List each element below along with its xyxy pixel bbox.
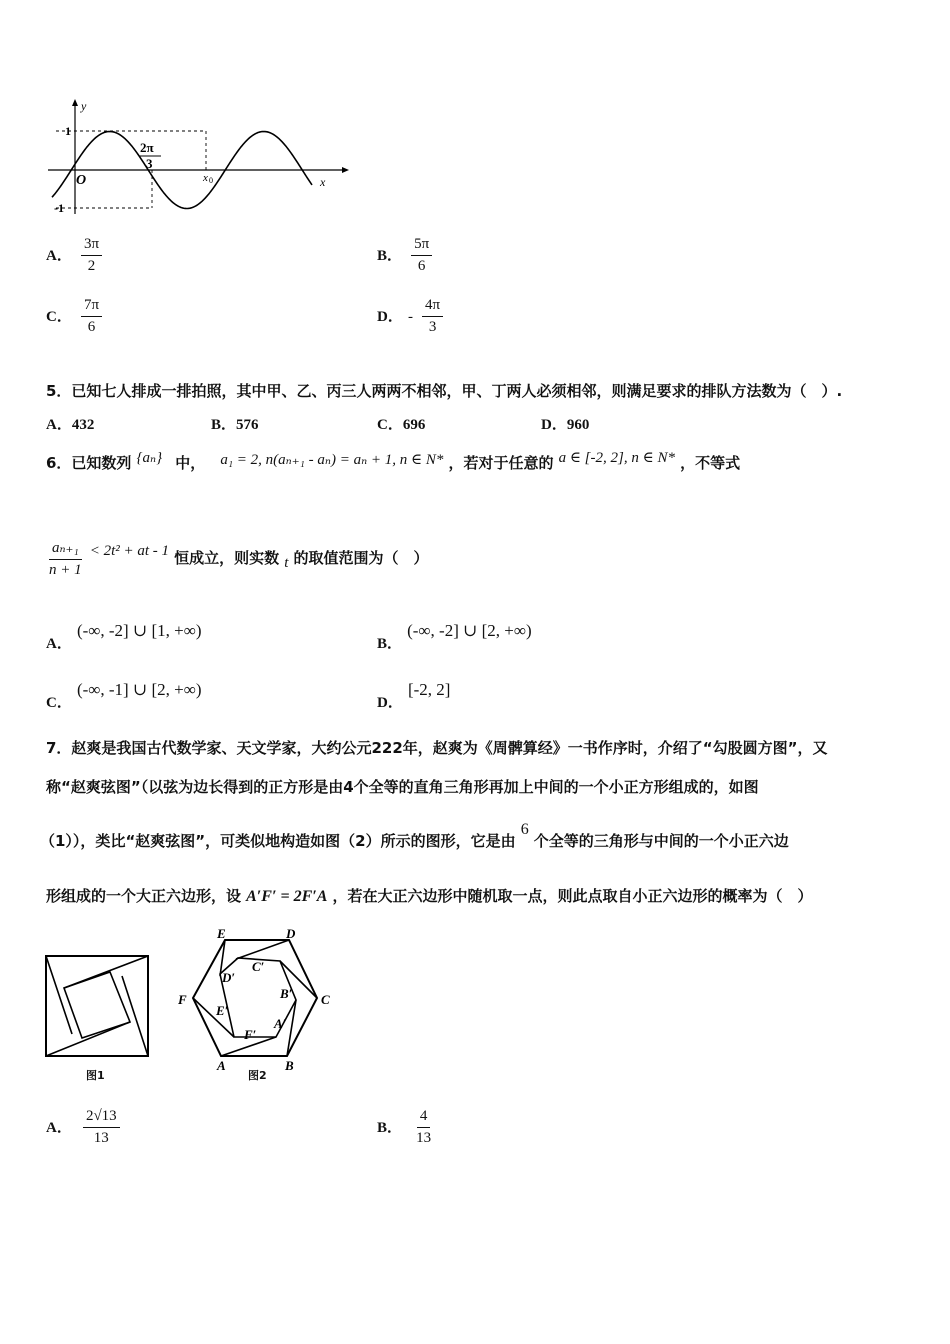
label-A1: A′ <box>274 1016 287 1031</box>
option-sign: - <box>407 309 413 325</box>
q4-option-c[interactable] <box>46 297 102 336</box>
label-F: F <box>178 992 187 1007</box>
q4-option-a[interactable] <box>46 236 102 275</box>
q6-inequality-fraction <box>46 538 85 579</box>
frac-num: 2√13 <box>83 1108 120 1128</box>
option-letter: D． <box>377 309 403 325</box>
q6-tail-1: 恒成立，则实数 <box>174 549 280 567</box>
figure-1-zhao-square <box>44 954 152 1058</box>
option-value: (-∞, -1] ∪ [2, +∞) <box>76 680 202 699</box>
q6-prefix: 6．已知数列 <box>46 454 132 472</box>
q6-option-b[interactable] <box>377 620 532 652</box>
option-fraction <box>81 297 102 336</box>
q7-line4-a: 形组成的一个大正六边形，设 <box>46 887 242 905</box>
option-letter: B． <box>377 1120 403 1136</box>
q6-option-a[interactable] <box>46 620 202 652</box>
q5-option-d[interactable]: D．960 <box>541 417 590 433</box>
q6-tail-var: t <box>284 555 289 571</box>
q5-option-a[interactable]: A．432 <box>46 417 95 433</box>
option-letter: C． <box>46 309 72 325</box>
y-tick-1: 1 <box>65 124 71 138</box>
sine-graph <box>44 98 354 218</box>
option-value: (-∞, -2] ∪ [1, +∞) <box>76 621 202 640</box>
origin-label: O <box>76 173 87 188</box>
label-D1: D′ <box>222 970 236 985</box>
q6-tail-2: 的取值范围为（ ） <box>293 549 429 567</box>
frac-num: 4 <box>417 1108 431 1128</box>
label-B1: B′ <box>280 986 293 1001</box>
frac-num: 3π <box>81 236 102 256</box>
label-E1: E′ <box>216 1003 229 1018</box>
q6-cond: a ∈ [-2, 2], n ∈ N* <box>558 450 675 466</box>
label-B: B <box>285 1058 294 1073</box>
q5-option-b[interactable]: B．576 <box>211 417 259 433</box>
q7-line4-b: ，若在大正六边形中随机取一点，则此点取自小正六边形的概率为（ ） <box>332 887 813 905</box>
frac-num: 7π <box>81 297 102 317</box>
label-C: C <box>321 992 330 1007</box>
label-C1: C′ <box>252 959 265 974</box>
option-letter: A． <box>46 636 72 652</box>
q7-stem-line3 <box>40 821 789 851</box>
frac-num: 4π <box>422 297 443 317</box>
option-letter: C． <box>46 695 72 711</box>
q6-mid: 中， <box>175 454 206 472</box>
q6-option-d[interactable] <box>377 679 451 711</box>
option-fraction <box>413 1108 434 1147</box>
q7-stem-line4 <box>46 885 813 906</box>
frac-den: n + 1 <box>49 562 82 578</box>
label-A: A <box>217 1058 226 1073</box>
frac-den: 13 <box>416 1130 432 1146</box>
figure-2-hexagon <box>172 924 342 1074</box>
x0-label: x <box>203 172 208 184</box>
label-D: D <box>286 926 296 941</box>
option-fraction <box>83 1108 120 1147</box>
y-tick-neg1: -1 <box>54 201 64 215</box>
frac-num: aₙ₊₁ <box>49 538 82 560</box>
frac-num: 5π <box>411 236 432 256</box>
q7-line3-b: 个全等的三角形与中间的一个小正六边 <box>533 832 789 850</box>
q7-line3-a: （1）），类比“赵爽弦图”，可类似地构造如图（2）所示的图形，它是由 <box>40 832 516 850</box>
option-fraction <box>81 236 102 275</box>
x0-sub: 0 <box>209 176 213 185</box>
option-letter: B． <box>377 248 403 264</box>
option-value: (-∞, -2] ∪ [2, +∞) <box>407 621 532 640</box>
frac-den: 2 <box>87 258 96 274</box>
q7-stem-line2: 称“赵爽弦图”（以弦为边长得到的正方形是由4个全等的直角三角形再加上中间的一个小正方形组成的，如图 <box>46 778 759 796</box>
q4-option-d[interactable] <box>377 297 443 336</box>
frac-den: 6 <box>87 319 96 335</box>
q7-stem-line1: 7．赵爽是我国古代数学家、天文学家，大约公元222年，赵爽为《周髀算经》一书作序时，介绍了“勾股圆方图”，又 <box>46 739 828 757</box>
q4-option-b[interactable] <box>377 236 432 275</box>
q6-option-c[interactable] <box>46 679 202 711</box>
option-fraction <box>422 297 443 336</box>
mark-2pi-3-den: 3 <box>146 156 153 171</box>
q7-option-a[interactable] <box>46 1108 120 1147</box>
option-letter: A． <box>46 1120 72 1136</box>
q6-seq: {aₙ} <box>136 450 163 466</box>
q7-option-b[interactable] <box>377 1108 434 1147</box>
q6-stem-line1 <box>46 452 740 473</box>
q6-cond-suffix: ，不等式 <box>680 454 741 472</box>
q5-option-c[interactable]: C．696 <box>377 417 426 433</box>
q7-line4-eq: A′F′ = 2F′A <box>246 888 328 905</box>
y-axis-label: y <box>81 99 87 113</box>
label-F1: F′ <box>244 1027 257 1042</box>
option-value: [-2, 2] <box>407 680 451 699</box>
x-axis-label: x <box>320 175 326 189</box>
q7-line3-num: 6 <box>520 821 529 838</box>
frac-den: 3 <box>428 319 437 335</box>
q6-inequality-rhs: < 2t² + at - 1 <box>89 543 170 559</box>
option-letter: B． <box>377 636 403 652</box>
figure-2-caption: 图2 <box>248 1069 267 1082</box>
option-letter: A． <box>46 248 72 264</box>
figure-1-caption: 图1 <box>86 1069 105 1082</box>
mark-2pi-3-num: 2π <box>140 140 154 155</box>
label-E: E <box>217 926 226 941</box>
option-letter: D． <box>377 695 403 711</box>
q6-recurrence: a₁ = 2, n(aₙ₊₁ - aₙ) = aₙ + 1, n ∈ N* <box>220 452 444 468</box>
q6-stem-line2 <box>46 538 429 579</box>
frac-den: 13 <box>93 1130 109 1146</box>
option-fraction <box>411 236 432 275</box>
q5-stem: 5．已知七人排成一排拍照，其中甲、乙、丙三人两两不相邻，甲、丁两人必须相邻，则满足要求的排队方法数为（ ）. <box>46 382 843 400</box>
frac-den: 6 <box>417 258 426 274</box>
q6-cond-prefix: ，若对于任意的 <box>448 454 554 472</box>
